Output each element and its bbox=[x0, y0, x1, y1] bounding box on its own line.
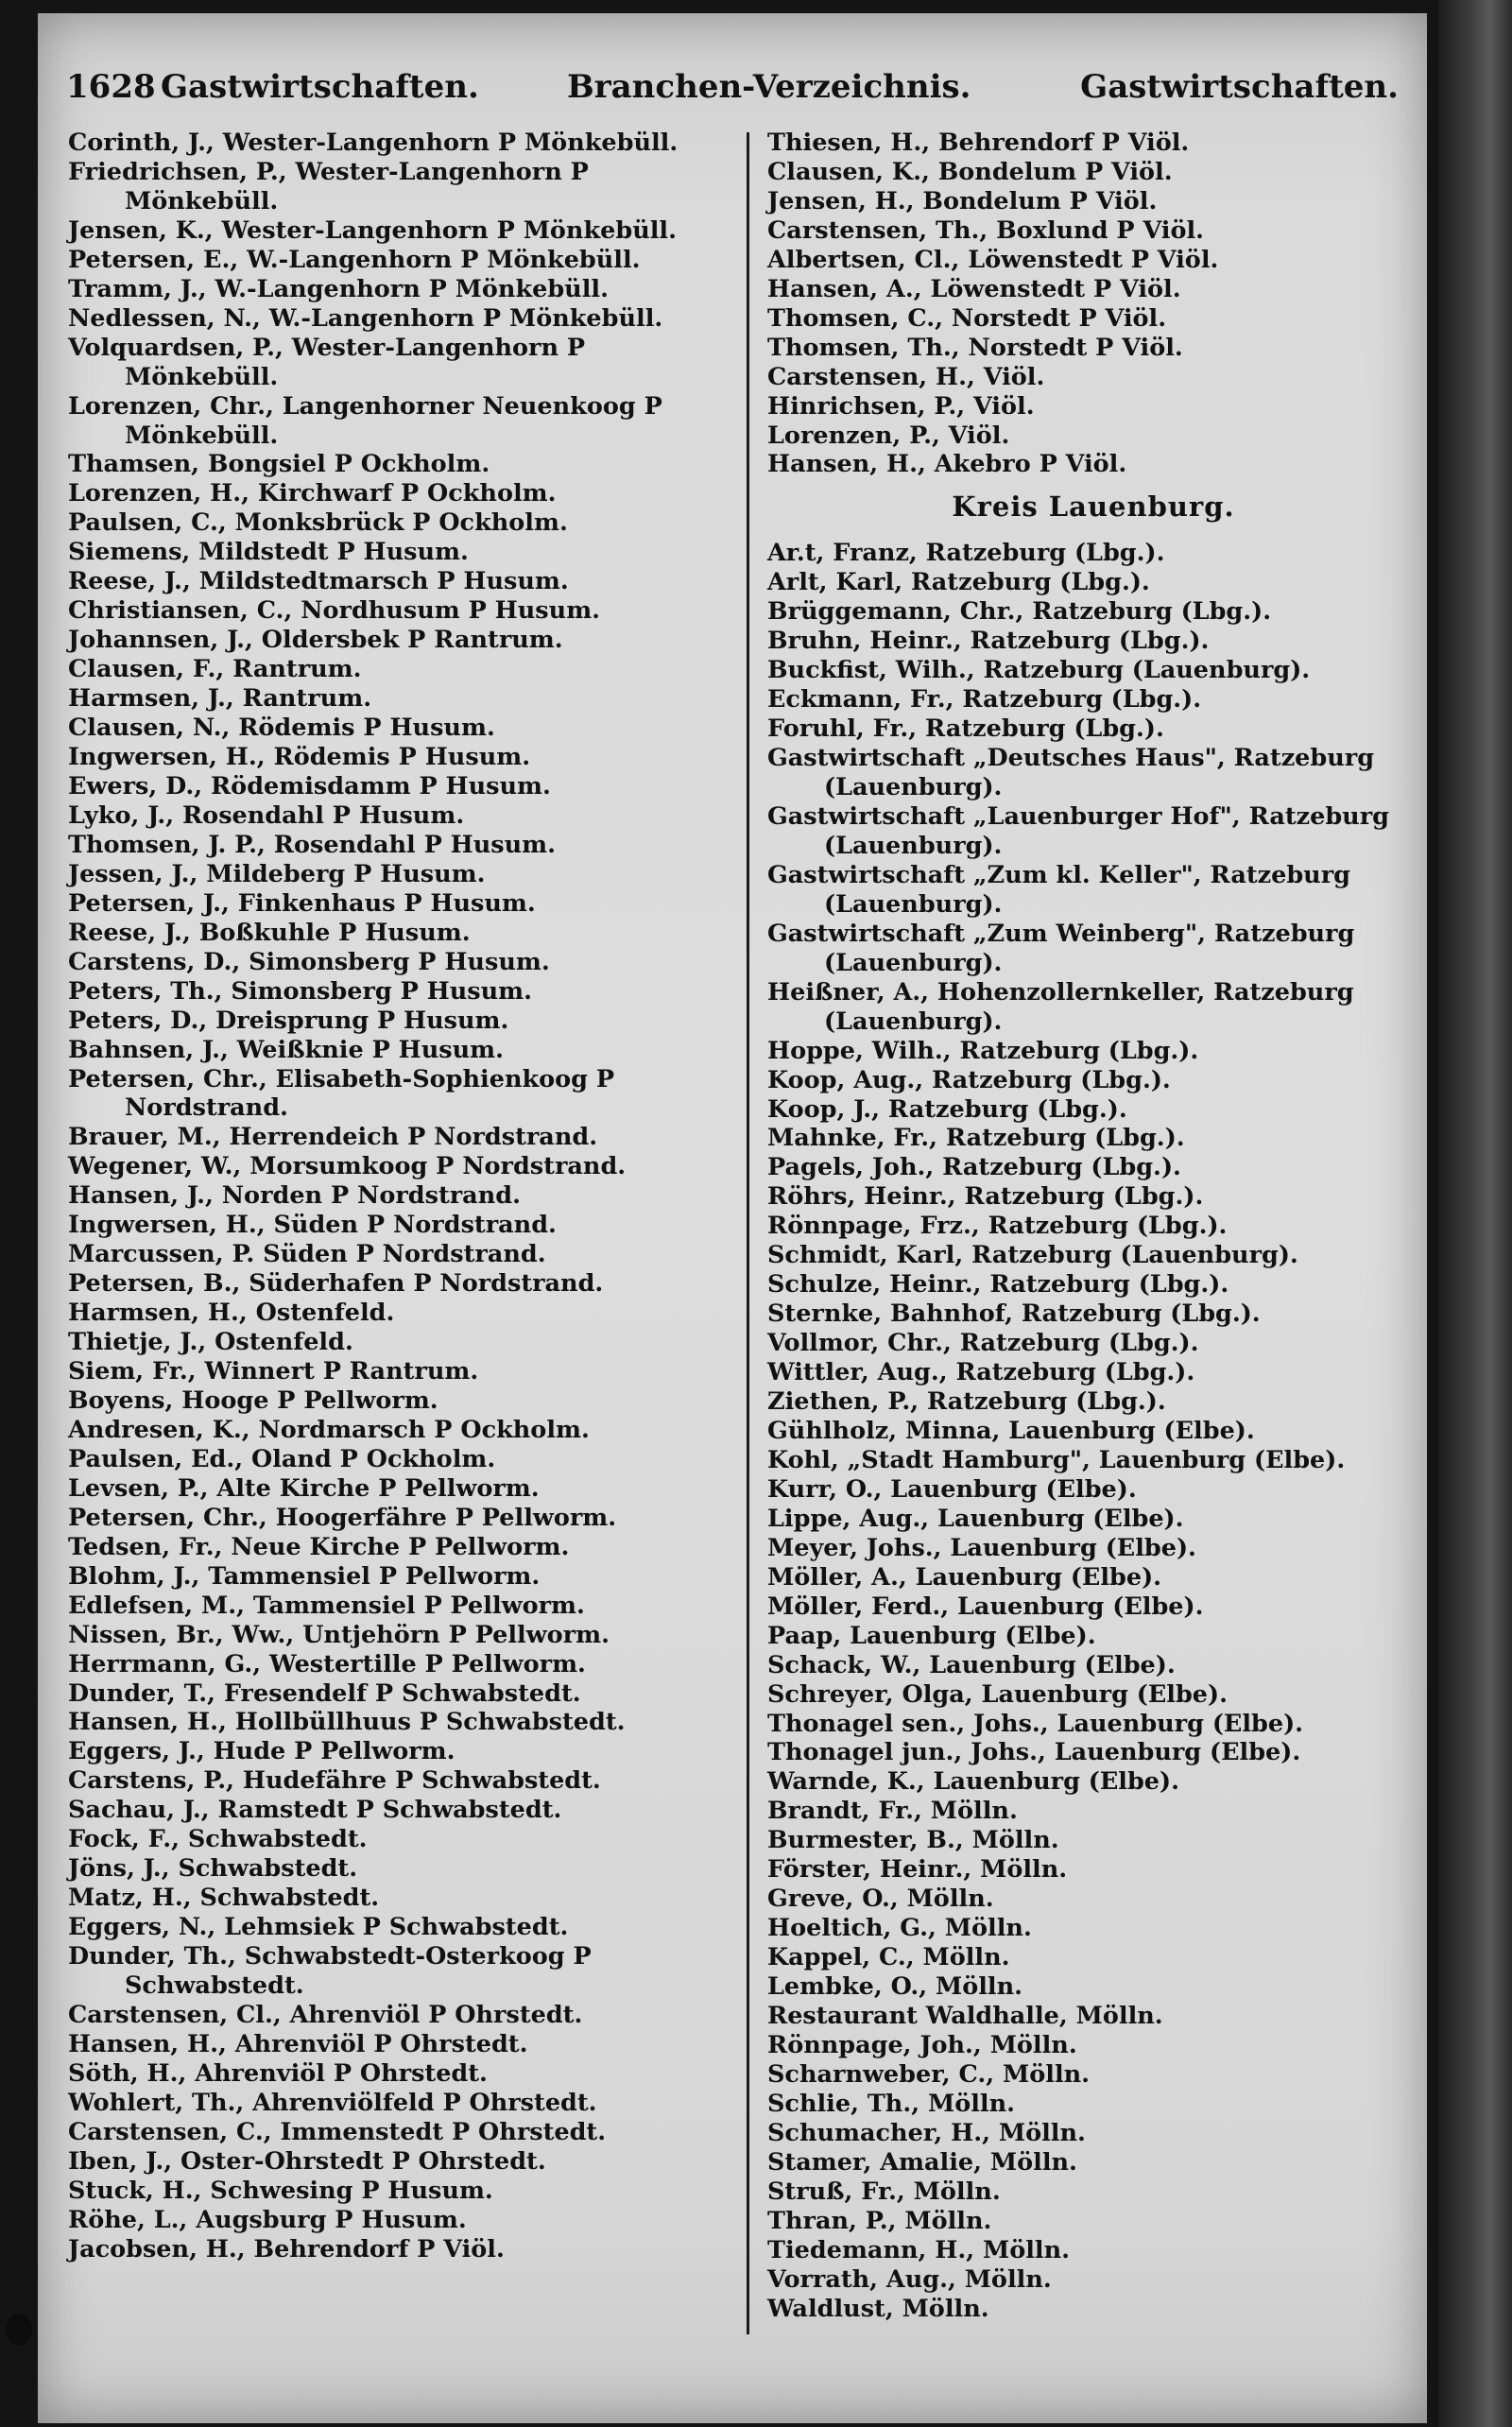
entry-text: Sachau, J., Ramstedt P Schwabstedt. bbox=[68, 1796, 562, 1825]
directory-entry bbox=[767, 1592, 1419, 1622]
directory-entry bbox=[767, 1182, 1419, 1212]
directory-entry bbox=[68, 1240, 730, 1269]
entry-text: Pagels, Joh., Ratzeburg (Lbg.). bbox=[767, 1153, 1181, 1182]
page-number: 1628 bbox=[66, 68, 156, 106]
section-title: Kreis Lauenburg. bbox=[952, 491, 1235, 524]
entry-text: Andresen, K., Nordmarsch P Ockholm. bbox=[68, 1415, 590, 1444]
directory-entry bbox=[767, 1855, 1419, 1885]
entry-text: Thomsen, J. P., Rosendahl P Husum. bbox=[68, 830, 557, 859]
directory-entry bbox=[767, 1885, 1419, 1914]
directory-entry bbox=[68, 684, 730, 714]
directory-entry bbox=[68, 538, 730, 567]
directory-entry bbox=[68, 1386, 730, 1416]
entry-text: Hansen, H., Ahrenviöl P Ohrstedt. bbox=[68, 2029, 528, 2058]
directory-entry bbox=[68, 1504, 730, 1533]
entry-text: Jessen, J., Mildeberg P Husum. bbox=[68, 859, 486, 888]
entry-text: Siem, Fr., Winnert P Rantrum. bbox=[68, 1357, 479, 1386]
directory-entry bbox=[767, 1329, 1419, 1358]
directory-entry bbox=[68, 1357, 730, 1386]
entry-text: Nissen, Br., Ww., Untjehörn P Pellworm. bbox=[68, 1620, 610, 1649]
entry-text: Schack, W., Lauenburg (Elbe). bbox=[767, 1650, 1176, 1679]
directory-entry bbox=[68, 2177, 730, 2206]
directory-entry bbox=[767, 1680, 1419, 1710]
entry-text: Ingwersen, H., Süden P Nordstrand. bbox=[68, 1211, 557, 1240]
directory-entry bbox=[767, 1943, 1419, 1972]
entry-text: Söth, H., Ahrenviöl P Ohrstedt. bbox=[68, 2058, 488, 2088]
entry-text: Paulsen, C., Monksbrück P Ockholm. bbox=[68, 508, 568, 538]
directory-entry bbox=[767, 1826, 1419, 1855]
header-left-title: Gastwirtschaften. bbox=[161, 68, 479, 106]
directory-entry bbox=[767, 2090, 1419, 2119]
directory-entry bbox=[68, 246, 730, 275]
entry-text: Brüggemann, Chr., Ratzeburg (Lbg.). bbox=[767, 597, 1272, 627]
directory-entry bbox=[68, 1269, 730, 1299]
entry-text: Peters, Th., Simonsberg P Husum. bbox=[68, 976, 533, 1006]
entry-text: Gastwirtschaft „Zum Weinberg", Ratzeburg (Lauenburg). bbox=[767, 919, 1355, 977]
directory-entry bbox=[68, 158, 730, 216]
entry-text: Wegener, W., Morsumkoog P Nordstrand. bbox=[68, 1152, 627, 1181]
directory-entry bbox=[68, 831, 730, 860]
directory-entry bbox=[68, 596, 730, 626]
entry-text: Rönnpage, Joh., Mölln. bbox=[767, 2031, 1077, 2059]
directory-entry bbox=[68, 860, 730, 889]
entry-text: Röhrs, Heinr., Ratzeburg (Lbg.). bbox=[767, 1182, 1204, 1212]
directory-entry bbox=[767, 1972, 1419, 2002]
entry-text: Thomsen, C., Norstedt P Viöl. bbox=[767, 303, 1167, 333]
directory-entry bbox=[68, 1621, 730, 1650]
entry-text: Hansen, H., Hollbüllhuus P Schwabstedt. bbox=[68, 1708, 626, 1737]
entry-text: Edlefsen, M., Tammensiel P Pellworm. bbox=[68, 1591, 585, 1620]
directory-entry bbox=[767, 2177, 1419, 2207]
directory-entry bbox=[767, 1387, 1419, 1417]
directory-entry bbox=[767, 978, 1419, 1037]
entry-text: Lippe, Aug., Lauenburg (Elbe). bbox=[767, 1504, 1184, 1533]
directory-entry bbox=[68, 2206, 730, 2235]
left-column bbox=[68, 129, 730, 2264]
entry-text: Boyens, Hooge P Pellworm. bbox=[68, 1386, 438, 1415]
entry-text: Arlt, Karl, Ratzeburg (Lbg.). bbox=[767, 568, 1150, 597]
entry-text: Scharnweber, C., Mölln. bbox=[767, 2059, 1091, 2089]
entry-text: Levsen, P., Alte Kirche P Pellworm. bbox=[68, 1473, 540, 1503]
entry-text: Carstensen, C., Immenstedt P Ohrstedt. bbox=[68, 2117, 607, 2146]
entry-text: Lorenzen, Chr., Langenhorner Neuenkoog P Mönkebüll. bbox=[68, 391, 662, 450]
directory-entry bbox=[68, 1592, 730, 1621]
directory-entry bbox=[68, 626, 730, 655]
entry-text: Hansen, H., Akebro P Viöl. bbox=[767, 450, 1127, 479]
directory-entry bbox=[68, 1416, 730, 1445]
entry-text: Lembke, O., Mölln. bbox=[767, 1972, 1022, 2002]
entry-text: Tiedemann, H., Mölln. bbox=[767, 2235, 1071, 2264]
directory-entry bbox=[767, 1505, 1419, 1534]
entry-text: Thiesen, H., Behrendorf P Viöl. bbox=[767, 129, 1190, 157]
directory-entry bbox=[68, 2118, 730, 2147]
entry-text: Eggers, N., Lehmsiek P Schwabstedt. bbox=[68, 1913, 569, 1942]
entry-text: Struß, Fr., Mölln. bbox=[767, 2177, 1001, 2206]
entry-text: Schulze, Heinr., Ratzeburg (Lbg.). bbox=[767, 1270, 1229, 1300]
directory-entry bbox=[68, 1825, 730, 1854]
directory-entry bbox=[68, 1328, 730, 1357]
directory-entry bbox=[68, 2059, 730, 2089]
directory-entry bbox=[68, 1942, 730, 2001]
directory-entry bbox=[767, 656, 1419, 685]
entry-text: Mahnke, Fr., Ratzeburg (Lbg.). bbox=[767, 1124, 1185, 1153]
directory-entry bbox=[68, 2089, 730, 2118]
entry-text: Blohm, J., Tammensiel P Pellworm. bbox=[68, 1561, 541, 1591]
directory-entry bbox=[767, 2148, 1419, 2177]
directory-entry bbox=[68, 1884, 730, 1913]
directory-entry bbox=[68, 1065, 730, 1124]
entry-text: Vollmor, Chr., Ratzeburg (Lbg.). bbox=[767, 1329, 1199, 1358]
directory-entry bbox=[68, 2147, 730, 2177]
entry-text: Thonagel sen., Johs., Lauenburg (Elbe). bbox=[767, 1709, 1304, 1738]
entry-text: Lorenzen, P., Viöl. bbox=[767, 421, 1010, 450]
entry-text: Volquardsen, P., Wester-Langenhorn P Mönkebüll. bbox=[68, 333, 586, 391]
directory-entry bbox=[767, 1153, 1419, 1182]
entry-text: Eckmann, Fr., Ratzeburg (Lbg.). bbox=[767, 685, 1202, 714]
directory-entry bbox=[68, 1445, 730, 1474]
directory-entry bbox=[767, 861, 1419, 920]
directory-entry bbox=[68, 304, 730, 334]
directory-entry bbox=[767, 627, 1419, 656]
entry-text: Petersen, Chr., Hoogerfähre P Pellworm. bbox=[68, 1503, 617, 1532]
entry-text: Peters, D., Dreisprung P Husum. bbox=[68, 1006, 509, 1035]
directory-entry bbox=[68, 2235, 730, 2264]
right-column bbox=[767, 129, 1419, 2324]
directory-entry bbox=[68, 801, 730, 831]
directory-entry bbox=[68, 1913, 730, 1942]
entry-text: Foruhl, Fr., Ratzeburg (Lbg.). bbox=[767, 714, 1164, 744]
entry-text: Herrmann, G., Westertille P Pellworm. bbox=[68, 1649, 586, 1678]
entry-text: Jensen, K., Wester-Langenhorn P Mönkebüll. bbox=[68, 215, 677, 245]
scan-edge bbox=[1438, 0, 1512, 2427]
directory-entry bbox=[767, 685, 1419, 714]
directory-entry bbox=[767, 1738, 1419, 1767]
directory-entry bbox=[68, 1036, 730, 1065]
directory-entry bbox=[767, 1914, 1419, 1943]
directory-entry bbox=[68, 889, 730, 919]
directory-entry bbox=[767, 2002, 1419, 2031]
entry-text: Waldlust, Mölln. bbox=[767, 2294, 989, 2323]
directory-entry bbox=[68, 1123, 730, 1152]
directory-entry bbox=[68, 743, 730, 772]
entry-text: Carstens, P., Hudefähre P Schwabstedt. bbox=[68, 1766, 601, 1796]
directory-entry bbox=[767, 2119, 1419, 2148]
directory-entry bbox=[767, 304, 1419, 334]
entry-text: Johannsen, J., Oldersbek P Rantrum. bbox=[68, 626, 563, 655]
entry-text: Carstensen, Cl., Ahrenviöl P Ohrstedt. bbox=[68, 2001, 583, 2029]
entry-text: Gastwirtschaft „Zum kl. Keller", Ratzeburg (Lauenburg). bbox=[767, 860, 1350, 919]
entry-text: Gastwirtschaft „Deutsches Haus", Ratzeburg (Lauenburg). bbox=[767, 744, 1375, 802]
entry-text: Jensen, H., Bondelum P Viöl. bbox=[767, 186, 1158, 215]
entry-text: Stuck, H., Schwesing P Husum. bbox=[68, 2176, 493, 2205]
directory-entry bbox=[767, 363, 1419, 392]
directory-entry bbox=[767, 1241, 1419, 1270]
directory-entry bbox=[68, 1152, 730, 1181]
directory-entry bbox=[68, 1854, 730, 1884]
directory-entry bbox=[68, 1533, 730, 1562]
directory-entry bbox=[767, 2060, 1419, 2090]
directory-entry bbox=[767, 1066, 1419, 1095]
directory-entry bbox=[767, 1124, 1419, 1153]
directory-entry bbox=[68, 567, 730, 596]
entry-text: Koop, J., Ratzeburg (Lbg.). bbox=[767, 1094, 1127, 1124]
entry-text: Wittler, Aug., Ratzeburg (Lbg.). bbox=[767, 1358, 1195, 1387]
entry-text: Eggers, J., Hude P Pellworm. bbox=[68, 1737, 455, 1766]
entry-text: Harmsen, J., Rantrum. bbox=[68, 684, 372, 714]
entry-text: Thran, P., Mölln. bbox=[767, 2206, 992, 2235]
entry-text: Koop, Aug., Ratzeburg (Lbg.). bbox=[767, 1065, 1171, 1094]
entry-text: Clausen, K., Bondelum P Viöl. bbox=[767, 157, 1173, 186]
entry-text: Lorenzen, H., Kirchwarf P Ockholm. bbox=[68, 479, 557, 508]
directory-entry bbox=[767, 1300, 1419, 1329]
entry-text: Harmsen, H., Ostenfeld. bbox=[68, 1299, 395, 1328]
directory-entry bbox=[767, 450, 1419, 479]
entry-text: Jöns, J., Schwabstedt. bbox=[68, 1854, 358, 1884]
entry-text: Albertsen, Cl., Löwenstedt P Viöl. bbox=[767, 245, 1219, 274]
directory-entry bbox=[767, 2295, 1419, 2324]
directory-entry bbox=[68, 508, 730, 538]
entry-text: Lyko, J., Rosendahl P Husum. bbox=[68, 800, 465, 830]
entry-text: Schmidt, Karl, Ratzeburg (Lauenburg). bbox=[767, 1241, 1298, 1270]
directory-entry bbox=[767, 2265, 1419, 2295]
header-center-title: Branchen-Verzeichnis. bbox=[567, 68, 971, 106]
right-column-bottom-list bbox=[767, 539, 1419, 2323]
entry-text: Clausen, F., Rantrum. bbox=[68, 655, 362, 684]
directory-entry bbox=[68, 1562, 730, 1592]
entry-text: Matz, H., Schwabstedt. bbox=[68, 1884, 380, 1913]
entry-text: Tedsen, Fr., Neue Kirche P Pellworm. bbox=[68, 1532, 570, 1561]
directory-entry bbox=[767, 920, 1419, 978]
directory-entry bbox=[767, 597, 1419, 627]
entry-text: Hoeltich, G., Mölln. bbox=[767, 1914, 1032, 1943]
entry-text: Bruhn, Heinr., Ratzeburg (Lbg.). bbox=[767, 627, 1210, 656]
directory-entry bbox=[767, 1767, 1419, 1797]
directory-entry bbox=[68, 392, 730, 451]
directory-entry bbox=[767, 1563, 1419, 1592]
directory-entry bbox=[767, 334, 1419, 363]
entry-text: Ingwersen, H., Rödemis P Husum. bbox=[68, 743, 531, 772]
entry-text: Heißner, A., Hohenzollernkeller, Ratzeburg (Lauenburg). bbox=[767, 977, 1354, 1036]
directory-entry bbox=[68, 479, 730, 508]
entry-text: Petersen, E., W.-Langenhorn P Mönkebüll. bbox=[68, 245, 641, 274]
directory-entry bbox=[767, 1212, 1419, 1241]
entry-text: Förster, Heinr., Mölln. bbox=[767, 1855, 1068, 1885]
entry-text: Thamsen, Bongsiel P Ockholm. bbox=[68, 450, 490, 479]
directory-entry bbox=[68, 334, 730, 392]
entry-text: Jacobsen, H., Behrendorf P Viöl. bbox=[68, 2234, 505, 2263]
entry-text: Möller, A., Lauenburg (Elbe). bbox=[767, 1562, 1162, 1592]
entry-text: Iben, J., Oster-Ohrstedt P Ohrstedt. bbox=[68, 2146, 546, 2176]
directory-entry bbox=[767, 539, 1419, 568]
directory-entry bbox=[767, 1358, 1419, 1387]
entry-text: Bahnsen, J., Weißknie P Husum. bbox=[68, 1035, 505, 1064]
directory-entry bbox=[767, 1622, 1419, 1651]
entry-text: Gastwirtschaft „Lauenburger Hof", Ratzeburg (Lauenburg). bbox=[767, 801, 1389, 860]
directory-entry bbox=[767, 422, 1419, 451]
directory-entry bbox=[767, 129, 1419, 158]
entry-text: Carstensen, Th., Boxlund P Viöl. bbox=[767, 215, 1205, 245]
directory-entry bbox=[68, 1796, 730, 1825]
entry-text: Siemens, Mildstedt P Husum. bbox=[68, 538, 469, 567]
directory-entry bbox=[767, 275, 1419, 304]
directory-entry bbox=[767, 1037, 1419, 1066]
directory-entry bbox=[767, 1534, 1419, 1563]
entry-text: Ar.t, Franz, Ratzeburg (Lbg.). bbox=[767, 539, 1165, 568]
entry-text: Brandt, Fr., Mölln. bbox=[767, 1797, 1018, 1826]
entry-text: Carstensen, H., Viöl. bbox=[767, 362, 1045, 391]
directory-entry bbox=[767, 1710, 1419, 1739]
entry-text: Schreyer, Olga, Lauenburg (Elbe). bbox=[767, 1679, 1228, 1709]
directory-entry bbox=[767, 158, 1419, 187]
directory-entry bbox=[68, 129, 730, 158]
directory-entry bbox=[767, 1475, 1419, 1505]
entry-text: Tramm, J., W.-Langenhorn P Mönkebüll. bbox=[68, 274, 609, 303]
entry-text: Hoppe, Wilh., Ratzeburg (Lbg.). bbox=[767, 1036, 1199, 1065]
entry-text: Petersen, J., Finkenhaus P Husum. bbox=[68, 888, 536, 918]
entry-text: Restaurant Waldhalle, Mölln. bbox=[767, 2002, 1163, 2031]
directory-entry bbox=[68, 772, 730, 801]
directory-entry bbox=[68, 450, 730, 479]
entry-text: Hansen, J., Norden P Nordstrand. bbox=[68, 1181, 521, 1211]
directory-entry bbox=[68, 1211, 730, 1240]
directory-entry bbox=[767, 802, 1419, 861]
entry-text: Kohl, „Stadt Hamburg", Lauenburg (Elbe). bbox=[767, 1445, 1346, 1474]
entry-text: Meyer, Johs., Lauenburg (Elbe). bbox=[767, 1533, 1196, 1562]
directory-entry bbox=[68, 655, 730, 684]
right-column-top-list bbox=[767, 129, 1419, 479]
directory-entry bbox=[767, 2031, 1419, 2060]
directory-entry bbox=[767, 1797, 1419, 1826]
entry-text: Warnde, K., Lauenburg (Elbe). bbox=[767, 1767, 1179, 1797]
entry-text: Röhe, L., Augsburg P Husum. bbox=[68, 2205, 467, 2234]
entry-text: Dunder, Th., Schwabstedt-Osterkoog P Schwabstedt. bbox=[68, 1942, 592, 2001]
entry-text: Fock, F., Schwabstedt. bbox=[68, 1825, 368, 1854]
entry-text: Thomsen, Th., Norstedt P Viöl. bbox=[767, 333, 1183, 362]
entry-text: Petersen, Chr., Elisabeth-Sophienkoog P Nordstrand. bbox=[68, 1064, 615, 1123]
entry-text: Christiansen, C., Nordhusum P Husum. bbox=[68, 596, 601, 626]
column-divider bbox=[747, 132, 749, 2334]
directory-entry bbox=[68, 1181, 730, 1211]
entry-text: Ewers, D., Rödemisdamm P Husum. bbox=[68, 771, 551, 800]
entry-text: Paulsen, Ed., Oland P Ockholm. bbox=[68, 1444, 496, 1473]
entry-text: Clausen, N., Rödemis P Husum. bbox=[68, 714, 495, 743]
entry-text: Thonagel jun., Johs., Lauenburg (Elbe). bbox=[767, 1738, 1301, 1767]
directory-entry bbox=[767, 187, 1419, 216]
entry-text: Ziethen, P., Ratzeburg (Lbg.). bbox=[767, 1387, 1166, 1417]
entry-text: Petersen, B., Süderhafen P Nordstrand. bbox=[68, 1269, 604, 1299]
entry-text: Thietje, J., Ostenfeld. bbox=[68, 1328, 353, 1357]
entry-text: Kappel, C., Mölln. bbox=[767, 1943, 1010, 1972]
entry-text: Sternke, Bahnhof, Ratzeburg (Lbg.). bbox=[767, 1300, 1261, 1329]
directory-entry bbox=[68, 1679, 730, 1709]
entry-text: Hinrichsen, P., Viöl. bbox=[767, 391, 1035, 421]
entry-text: Schlie, Th., Mölln. bbox=[767, 2089, 1016, 2118]
directory-entry bbox=[68, 275, 730, 304]
entry-text: Paap, Lauenburg (Elbe). bbox=[767, 1621, 1096, 1650]
entry-text: Buckfist, Wilh., Ratzeburg (Lauenburg). bbox=[767, 656, 1311, 685]
directory-entry bbox=[68, 1650, 730, 1679]
entry-text: Hansen, A., Löwenstedt P Viöl. bbox=[767, 274, 1181, 303]
directory-entry bbox=[767, 1446, 1419, 1475]
directory-entry bbox=[767, 1417, 1419, 1446]
directory-entry bbox=[767, 1270, 1419, 1300]
directory-entry bbox=[767, 744, 1419, 802]
entry-text: Reese, J., Boßkuhle P Husum. bbox=[68, 918, 471, 947]
entry-text: Nedlessen, N., W.-Langenhorn P Mönkebüll. bbox=[68, 303, 663, 333]
directory-entry bbox=[68, 948, 730, 977]
entry-text: Marcussen, P. Süden P Nordstrand. bbox=[68, 1240, 546, 1269]
entry-text: Vorrath, Aug., Mölln. bbox=[767, 2264, 1052, 2294]
ink-blot bbox=[6, 2314, 32, 2346]
directory-entry bbox=[767, 2207, 1419, 2236]
entry-text: Rönnpage, Frz., Ratzeburg (Lbg.). bbox=[767, 1212, 1228, 1241]
header-right-title: Gastwirtschaften. bbox=[1080, 68, 1399, 106]
directory-entry bbox=[68, 1299, 730, 1328]
entry-text: Schumacher, H., Mölln. bbox=[767, 2118, 1086, 2147]
directory-entry bbox=[68, 1737, 730, 1766]
directory-entry bbox=[68, 2001, 730, 2030]
entry-text: Greve, O., Mölln. bbox=[767, 1885, 994, 1914]
directory-entry bbox=[767, 216, 1419, 246]
directory-entry bbox=[68, 2030, 730, 2059]
directory-entry bbox=[767, 1651, 1419, 1680]
entry-text: Carstens, D., Simonsberg P Husum. bbox=[68, 947, 550, 976]
directory-entry bbox=[767, 1095, 1419, 1125]
entry-text: Burmester, B., Mölln. bbox=[767, 1826, 1059, 1855]
page-header bbox=[66, 60, 1399, 108]
entry-text: Wohlert, Th., Ahrenviölfeld P Ohrstedt. bbox=[68, 2088, 597, 2117]
directory-entry bbox=[767, 714, 1419, 744]
entry-text: Friedrichsen, P., Wester-Langenhorn P Mönkebüll. bbox=[68, 157, 589, 215]
entry-text: Möller, Ferd., Lauenburg (Elbe). bbox=[767, 1592, 1204, 1621]
entry-text: Corinth, J., Wester-Langenhorn P Mönkebüll. bbox=[68, 129, 679, 157]
directory-entry bbox=[68, 1708, 730, 1737]
directory-entry bbox=[767, 246, 1419, 275]
directory-entry bbox=[68, 1766, 730, 1796]
directory-entry bbox=[68, 977, 730, 1007]
entry-text: Reese, J., Mildstedtmarsch P Husum. bbox=[68, 567, 569, 596]
directory-entry bbox=[767, 2236, 1419, 2265]
directory-entry bbox=[68, 216, 730, 246]
entry-text: Dunder, T., Fresendelf P Schwabstedt. bbox=[68, 1678, 581, 1708]
directory-entry bbox=[68, 1007, 730, 1036]
entry-text: Brauer, M., Herrendeich P Nordstrand. bbox=[68, 1123, 598, 1152]
entry-text: Gühlholz, Minna, Lauenburg (Elbe). bbox=[767, 1416, 1255, 1445]
directory-entry bbox=[68, 1474, 730, 1504]
directory-entry bbox=[767, 568, 1419, 597]
directory-entry bbox=[68, 919, 730, 948]
directory-entry bbox=[767, 392, 1419, 422]
entry-text: Kurr, O., Lauenburg (Elbe). bbox=[767, 1474, 1137, 1504]
directory-entry bbox=[68, 714, 730, 743]
entry-text: Stamer, Amalie, Mölln. bbox=[767, 2147, 1077, 2177]
